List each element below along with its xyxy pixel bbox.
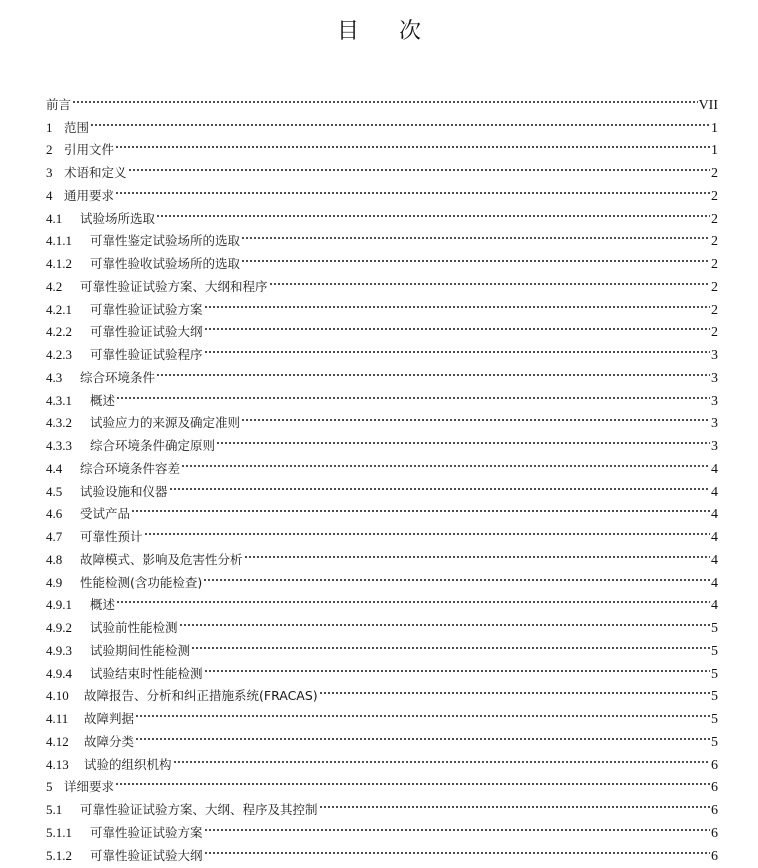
toc-entry[interactable]	[46, 496, 718, 519]
toc-entry[interactable]	[46, 587, 718, 610]
page-title-char-1: 目	[337, 14, 359, 45]
toc-entry-number: 4.1	[46, 208, 80, 231]
table-of-contents	[46, 86, 718, 860]
toc-entry-title: 性能检测(含功能检查)	[80, 572, 202, 595]
toc-entry-page-number: 6	[711, 755, 718, 778]
dot-leader	[204, 837, 710, 860]
toc-entry-number: 4.3.3	[46, 435, 90, 458]
toc-entry-page-number: 6	[711, 823, 718, 846]
toc-entry-title: 范围	[64, 117, 89, 140]
toc-entry-page-number: 5	[711, 686, 718, 709]
toc-entry-page-number: 2	[711, 322, 718, 345]
toc-entry[interactable]	[46, 518, 718, 541]
toc-entry[interactable]	[46, 723, 718, 746]
dot-leader	[135, 723, 710, 746]
toc-entry-number: 2	[46, 139, 64, 162]
dot-leader	[181, 450, 710, 473]
toc-entry-page-number: 3	[711, 345, 718, 368]
toc-entry-title: 详细要求	[64, 776, 114, 799]
toc-entry-title: 可靠性验证试验大纲	[90, 845, 203, 868]
toc-entry-number: 4.9.1	[46, 594, 90, 617]
toc-entry-page-number: 2	[711, 300, 718, 323]
toc-entry-number: 4.2	[46, 276, 80, 299]
toc-entry[interactable]	[46, 109, 718, 132]
toc-entry-title: 综合环境条件容差	[80, 458, 180, 481]
dot-leader	[204, 291, 710, 314]
toc-entry-title: 可靠性验证试验方案、大纲和程序	[80, 276, 268, 299]
dot-leader	[269, 268, 710, 291]
toc-entry-page-number: 4	[711, 573, 718, 596]
dot-leader	[191, 632, 710, 655]
toc-entry-page-number: 4	[711, 482, 718, 505]
toc-entry-number: 4.1.1	[46, 230, 90, 253]
toc-entry-title: 综合环境条件确定原则	[90, 435, 215, 458]
toc-entry-title: 试验前性能检测	[90, 617, 178, 640]
toc-entry-number: 4.9.3	[46, 640, 90, 663]
dot-leader	[204, 314, 710, 337]
toc-entry-title: 前言	[46, 94, 71, 117]
toc-entry-page-number: 5	[711, 618, 718, 641]
toc-entry[interactable]	[46, 700, 718, 723]
toc-entry[interactable]	[46, 177, 718, 200]
toc-entry-title: 可靠性验证试验方案	[90, 299, 203, 322]
toc-entry[interactable]	[46, 746, 718, 769]
dot-leader	[204, 814, 710, 837]
toc-entry-page-number: 3	[711, 368, 718, 391]
dot-leader	[156, 359, 710, 382]
toc-entry-number: 4.9.4	[46, 663, 90, 686]
toc-entry[interactable]	[46, 382, 718, 405]
toc-entry-page-number: 3	[711, 391, 718, 414]
dot-leader	[319, 678, 710, 701]
toc-entry-page-number: 5	[711, 709, 718, 732]
toc-entry-number: 4.9	[46, 572, 80, 595]
dot-leader	[203, 564, 710, 587]
toc-entry-title: 试验的组织机构	[84, 754, 172, 777]
toc-entry-title: 试验结束时性能检测	[90, 663, 203, 686]
toc-entry-title: 试验期间性能检测	[90, 640, 190, 663]
toc-entry-page-number: 5	[711, 732, 718, 755]
dot-leader	[115, 177, 710, 200]
toc-entry-title: 故障分类	[84, 731, 134, 754]
toc-entry-number: 4.12	[46, 731, 84, 754]
toc-entry-number: 4.11	[46, 708, 84, 731]
toc-entry[interactable]	[46, 154, 718, 177]
toc-entry-number: 3	[46, 162, 64, 185]
dot-leader	[241, 405, 710, 428]
toc-entry-number: 4	[46, 185, 64, 208]
toc-entry-title: 故障报告、分析和纠正措施系统(FRACAS)	[84, 685, 318, 708]
toc-entry-number: 4.8	[46, 549, 80, 572]
toc-entry-title: 引用文件	[64, 139, 114, 162]
dot-leader	[115, 769, 710, 792]
toc-entry-page-number: 5	[711, 641, 718, 664]
toc-entry-number: 4.3	[46, 367, 80, 390]
toc-entry-number: 4.10	[46, 685, 84, 708]
toc-entry-number: 5	[46, 776, 64, 799]
toc-entry-page-number: VII	[699, 95, 718, 118]
toc-entry-number: 4.9.2	[46, 617, 90, 640]
toc-entry-title: 试验设施和仪器	[80, 481, 168, 504]
toc-entry[interactable]	[46, 86, 718, 109]
toc-entry[interactable]	[46, 791, 718, 814]
toc-entry-page-number: 2	[711, 186, 718, 209]
toc-entry-number: 4.4	[46, 458, 80, 481]
toc-entry[interactable]	[46, 769, 718, 792]
toc-entry-title: 故障判据	[84, 708, 134, 731]
dot-leader	[216, 427, 710, 450]
toc-entry-page-number: 4	[711, 527, 718, 550]
toc-entry-number: 5.1.1	[46, 822, 90, 845]
toc-entry-number: 4.5	[46, 481, 80, 504]
toc-entry-page-number: 3	[711, 413, 718, 436]
dot-leader	[244, 541, 710, 564]
toc-entry-page-number: 2	[711, 163, 718, 186]
toc-entry-number: 5.1.2	[46, 845, 90, 868]
toc-entry-title: 可靠性验收试验场所的选取	[90, 253, 240, 276]
toc-entry-number: 4.1.2	[46, 253, 90, 276]
dot-leader	[241, 223, 710, 246]
toc-entry-page-number: 4	[711, 550, 718, 573]
toc-entry-page-number: 2	[711, 254, 718, 277]
dot-leader	[135, 700, 710, 723]
dot-leader	[179, 609, 710, 632]
toc-entry[interactable]	[46, 200, 718, 223]
toc-entry-title: 术语和定义	[64, 162, 127, 185]
toc-entry-title: 可靠性验证试验大纲	[90, 321, 203, 344]
toc-entry-page-number: 3	[711, 436, 718, 459]
toc-entry-title: 可靠性预计	[80, 526, 143, 549]
dot-leader	[90, 109, 710, 132]
toc-entry-title: 通用要求	[64, 185, 114, 208]
toc-entry-title: 可靠性验证试验程序	[90, 344, 203, 367]
toc-entry-page-number: 6	[711, 846, 718, 868]
dot-leader	[241, 245, 710, 268]
dot-leader	[204, 336, 710, 359]
toc-entry-page-number: 2	[711, 277, 718, 300]
toc-entry-title: 综合环境条件	[80, 367, 155, 390]
toc-entry[interactable]	[46, 541, 718, 564]
toc-entry-page-number: 2	[711, 209, 718, 232]
toc-entry-page-number: 2	[711, 231, 718, 254]
toc-entry-title: 试验应力的来源及确定准则	[90, 412, 240, 435]
toc-entry[interactable]	[46, 609, 718, 632]
dot-leader	[319, 791, 710, 814]
toc-entry-number: 4.7	[46, 526, 80, 549]
page-title	[0, 14, 758, 45]
toc-entry-title: 故障模式、影响及危害性分析	[80, 549, 243, 572]
toc-entry-title: 概述	[90, 390, 115, 413]
toc-entry[interactable]	[46, 405, 718, 428]
dot-leader	[131, 496, 710, 519]
dot-leader	[169, 473, 710, 496]
toc-entry-page-number: 4	[711, 595, 718, 618]
toc-entry-page-number: 1	[711, 140, 718, 163]
dot-leader	[156, 200, 710, 223]
toc-entry-page-number: 5	[711, 664, 718, 687]
toc-entry-number: 4.3.1	[46, 390, 90, 413]
dot-leader	[128, 154, 710, 177]
toc-entry[interactable]	[46, 132, 718, 155]
dot-leader	[173, 746, 710, 769]
toc-entry-number: 4.3.2	[46, 412, 90, 435]
toc-entry-number: 4.6	[46, 503, 80, 526]
toc-entry-page-number: 6	[711, 800, 718, 823]
toc-entry-page-number: 4	[711, 504, 718, 527]
dot-leader	[72, 86, 698, 109]
toc-entry-number: 1	[46, 117, 64, 140]
page-title-char-2: 次	[399, 14, 421, 45]
toc-entry-title: 受试产品	[80, 503, 130, 526]
toc-entry-title: 可靠性验证试验方案、大纲、程序及其控制	[80, 799, 318, 822]
toc-entry-title: 可靠性验证试验方案	[90, 822, 203, 845]
toc-entry-title: 概述	[90, 594, 115, 617]
toc-entry-title: 可靠性鉴定试验场所的选取	[90, 230, 240, 253]
toc-entry-number: 4.2.3	[46, 344, 90, 367]
toc-entry-number: 4.13	[46, 754, 84, 777]
dot-leader	[116, 382, 710, 405]
toc-entry-page-number: 4	[711, 459, 718, 482]
toc-entry-number: 4.2.1	[46, 299, 90, 322]
toc-entry-number: 5.1	[46, 799, 80, 822]
toc-entry-page-number: 6	[711, 777, 718, 800]
dot-leader	[204, 655, 710, 678]
toc-entry-number: 4.2.2	[46, 321, 90, 344]
toc-entry-page-number: 1	[711, 118, 718, 141]
dot-leader	[144, 518, 710, 541]
dot-leader	[116, 587, 710, 610]
dot-leader	[115, 132, 710, 155]
toc-entry-title: 试验场所选取	[80, 208, 155, 231]
